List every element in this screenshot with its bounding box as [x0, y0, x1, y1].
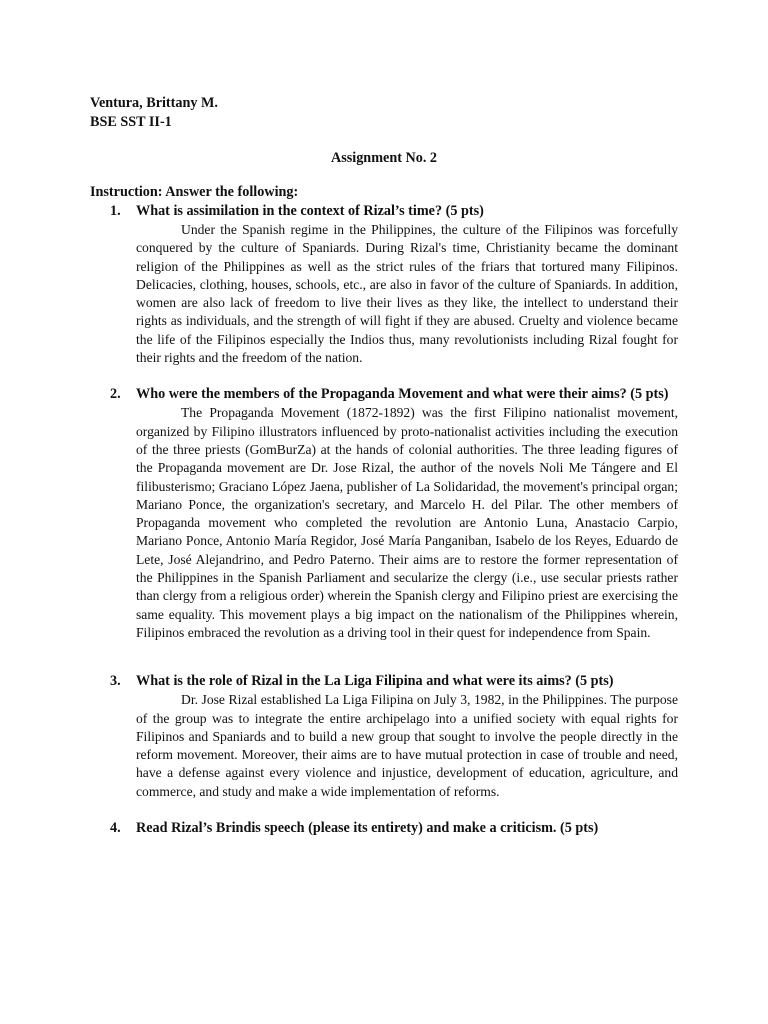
question-item-2: [90, 385, 678, 642]
question-item-4: [90, 819, 678, 838]
question-item-1: [90, 202, 678, 367]
question-text: What is assimilation in the context of Rizal’s time? (5 pts): [136, 203, 484, 219]
student-name: Ventura, Brittany M.: [90, 95, 218, 111]
answer-text: Under the Spanish regime in the Philippines, the culture of the Filipinos was forcefully conquered by the culture of Spaniards. During Rizal's time, Christianity became the dominant religion of the Philippines as well as the strict rules of the friars that tortured many Filipinos. Delicacies, clothing, houses, schools, etc., are also in favor of the culture of Spaniards. In addition, women are also lack of freedom to live their lives as they like, the intellect to understand their rights as individuals, and the strength of will fight if they are abused. Cruelty and violence became the life of the Filipinos especially the Indios thus, many revolutionists including Rizal fought for their rights and the freedom of the nation.: [136, 222, 678, 366]
question-number: 1.: [110, 203, 121, 219]
assignment-title: Assignment No. 2: [330, 150, 438, 166]
question-item-3: [90, 672, 678, 801]
student-section: BSE SST II-1: [90, 114, 172, 130]
question-text: Who were the members of the Propaganda Movement and what were their aims? (5 pts): [136, 386, 669, 403]
answer-text: The Propaganda Movement (1872-1892) was the first Filipino nationalist movement, organized by Filipino illustrators influenced by proto-nationalist activities including the execution of the three priests (GomBurZa) at the hands of colonial authorities. The three leading figures of the Propaganda movement are Dr. Jose Rizal, the author of the novels Noli Me Tángere and El filibusterismo; Graciano López Jaena, publisher of La Solidaridad, the movement's principal organ; Mariano Ponce, the organization's secretary, and Marcelo H. del Pilar. The other members of Propaganda movement who completed the revolution are Antonio Luna, Anastacio Carpio, Mariano Ponce, Antonio María Regidor, José María Panganiban, Isabelo de los Reyes, Eduardo de Lete, José Alejandrino, and Pedro Paterno. Their aims are to restore the former representation of the Philippines in the Spanish Parliament and secularize the clergy (i.e., use secular priests rather than clergy from a religious order) wherein the Spanish clergy and Filipino priest are exercising the same equality. This movement plays a big impact on the nationalism of the Philippines wherein, Filipinos embraced the revolution as a driving tool in their quest for independence from Spain.: [136, 405, 678, 640]
answer-text: Dr. Jose Rizal established La Liga Filipina on July 3, 1982, in the Philippines. The purpose of the group was to integrate the entire archipelago into a unified society with equal rights for Filipinos and Spaniards and to build a new group that sought to involve the people directly in the reform movement. Moreover, their aims are to have mutual protection in case of trouble and need, have a defense against every violence and injustice, development of education, agriculture, and commerce, and study and make a wide implementation of reforms.: [136, 692, 678, 799]
instruction-text: Instruction: Answer the following:: [90, 184, 299, 200]
question-text: What is the role of Rizal in the La Liga Filipina and what were its aims? (5 pts): [136, 673, 614, 690]
question-text: Read Rizal’s Brindis speech (please its entirety) and make a criticism. (5 pts): [136, 820, 599, 837]
question-number: 3.: [110, 673, 121, 690]
question-number: 2.: [110, 386, 121, 403]
question-number: 4.: [110, 820, 121, 837]
